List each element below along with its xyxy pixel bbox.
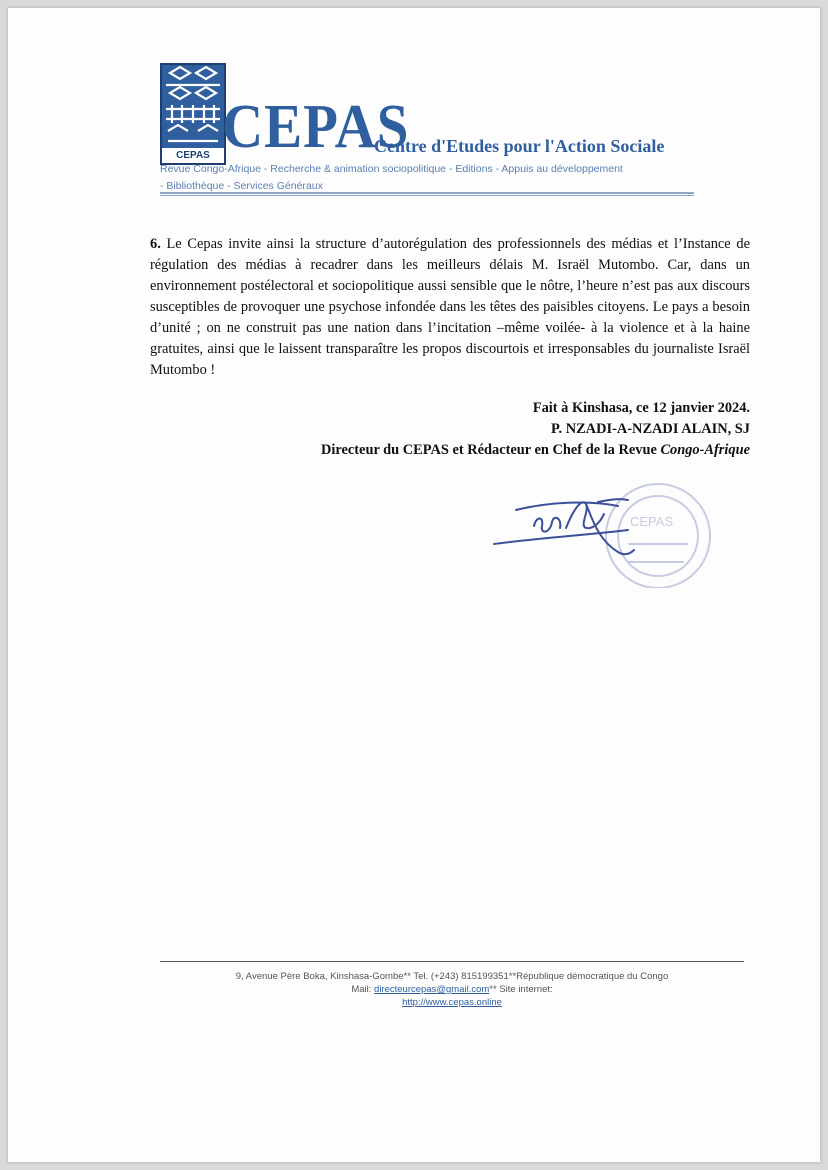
footer bbox=[160, 970, 744, 1009]
tagline-line2: - Bibliothèque - Services Généraux bbox=[160, 180, 323, 192]
signature-icon bbox=[494, 499, 634, 554]
brand-name: CEPAS bbox=[222, 93, 410, 161]
document-page bbox=[8, 8, 820, 1162]
mail-link[interactable]: directeurcepas@gmail.com bbox=[374, 984, 490, 995]
logo-pattern-icon bbox=[162, 65, 224, 147]
footer-divider bbox=[160, 961, 744, 962]
signatory-title bbox=[321, 440, 750, 461]
journal-name: Congo-Afrique bbox=[660, 442, 750, 458]
stamp-text: CEPAS bbox=[630, 514, 674, 529]
closing-block bbox=[321, 398, 750, 461]
signatory-name: P. NZADI-A-NZADI ALAIN, SJ bbox=[551, 421, 750, 437]
logo-label: CEPAS bbox=[162, 148, 224, 163]
footer-address: 9, Avenue Père Boka, Kinshasa-Gombe** Tel. (+243) 815199351**République démocratique du Congo bbox=[235, 971, 669, 982]
mail-label: Mail: bbox=[351, 984, 375, 995]
site-label: ** Site internet: bbox=[489, 984, 553, 995]
place-date: Fait à Kinshasa, ce 12 janvier 2024. bbox=[532, 400, 750, 416]
header-divider bbox=[160, 192, 694, 196]
tagline-line1: Revue Congo-Afrique - Recherche & animation sociopolitique - Editions - Appuis au développement bbox=[160, 163, 623, 175]
brand-subtitle: Centre d'Etudes pour l'Action Sociale bbox=[374, 136, 665, 156]
body-paragraph bbox=[150, 234, 750, 381]
site-link[interactable]: http://www.cepas.online bbox=[402, 997, 502, 1008]
title-prefix: Directeur du CEPAS et Rédacteur en Chef de la Revue bbox=[320, 442, 661, 458]
cepas-logo bbox=[160, 63, 226, 165]
paragraph-number: 6. bbox=[150, 236, 161, 252]
paragraph-text: Le Cepas invite ainsi la structure d’autorégulation des professionnels des médias et l’Instance de régulation des médias à recadrer dans les meilleurs délais M. Israël Mutombo. Car, dans un environnement postélectoral et sociopolitique aussi sensible que le nôtre, l’heure n’est pas aux discours susceptibles de provoquer une psychose infondée dans les têtes des paisibles citoyens. Le pays a besoin d’unité ; on ne construit pas une nation dans l’incitation –même voilée- à la violence et à la haine gratuites, ainsi que le laissent transparaître les propos discourtois et irresponsables du journaliste Israël Mutombo ! bbox=[150, 236, 750, 378]
signature-and-stamp bbox=[478, 478, 738, 588]
footer-contact bbox=[160, 983, 744, 996]
